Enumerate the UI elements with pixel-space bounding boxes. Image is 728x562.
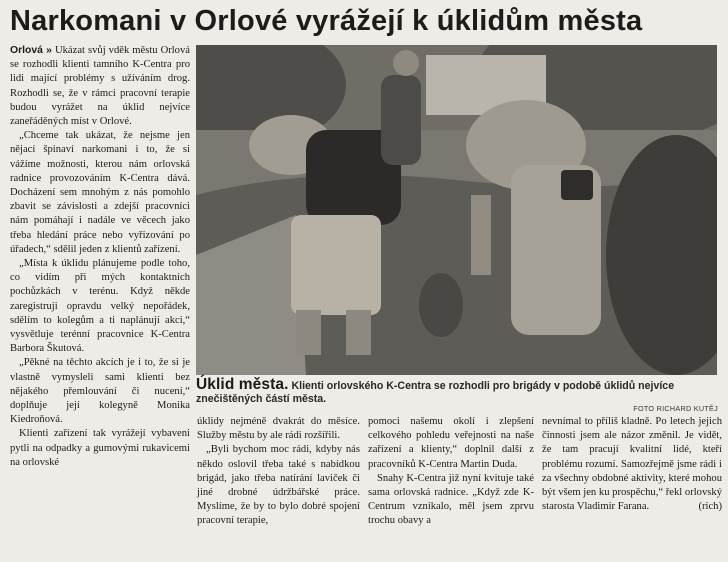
article-column-2 — [197, 415, 360, 529]
paragraph: „Byli bychom moc rádi, kdyby nás někdo oslovil třeba také s nabídkou brigád, jako třeba natírání laviček či jiné drobné údržbářské práce. Myslíme, že by to bylo dobré spojení pracovní terapie, — [197, 444, 360, 527]
paragraph — [542, 415, 722, 514]
paragraph: „Místa k úklidu plánujeme podle toho, co vidím při mých kontaktních pochůzkách v terénu. Když někde zaregistruji opravdu velký nepořádek, sdělím to kolegům a ti naplánují akci,“ vysvětluje terénní pracovnice K-Centra Barbora Škutová. — [10, 258, 190, 355]
lead-place: Orlová » — [10, 45, 52, 56]
author-signature: (rich) — [698, 501, 722, 513]
paragraph: pomoci našemu okolí i zlepšení celkového pohledu veřejnosti na naše zařízení a klienty,“ doplnil další z pracovníků K-Centra Martin Duda. — [368, 416, 534, 470]
paragraph: úklidy nejméně dvakrát do měsíce. Služby městu by ale rádi rozšířili. — [197, 416, 360, 442]
caption-text: Klienti orlovského K-Centra se rozhodli pro brigády v podobě úklidů nejvíce znečištěných částí města. — [196, 380, 675, 405]
paragraph — [10, 44, 190, 129]
article-photo — [196, 45, 717, 375]
article-column-3 — [368, 415, 534, 529]
paragraph: Klienti zařízení tak vyrážejí vybaveni pytli na odpadky a gumovými rukavicemi na orlovské — [10, 428, 190, 468]
paragraph: „Pěkné na těchto akcích je i to, že si je vlastně vymysleli sami klienti bez nějakého přemlouvání či nucení,“ doplňuje její kolegyně Monika Kiedroňová. — [10, 357, 190, 426]
paragraph-text: Ukázat svůj vděk městu Orlová se rozhodli klienti tamního K-Centra pro lidi mající problémy s užíváním drog. Rozhodli se, že v rámci pracovní terapie budou vyrážet na úklid nejvíce zaneřáděných míst v Orlové. — [10, 45, 190, 128]
photo-credit: FOTO RICHARD KUTĚJ — [633, 404, 718, 413]
photo-illustration — [196, 45, 717, 375]
headline: Narkomani v Orlové vyrážejí k úklidům města — [10, 5, 643, 37]
caption-title: Úklid města. — [196, 376, 289, 393]
paragraph: Snahy K-Centra již nyní kvituje také sama orlovská radnice. „Když zde K-Centrum vznikalo, měl jsem zprvu trochu obavy a — [368, 472, 534, 527]
article-column-1 — [10, 44, 190, 470]
article-column-4 — [542, 415, 722, 514]
paragraph: „Chceme tak ukázat, že nejsme jen nějací špinaví narkomani i to, že si vážíme možnosti, kterou nám orlovská radnice provozováním K-Centra dává. Docházení sem mnohým z nás pomohlo zbavit se závislosti a zdejší pracovníci nám pomáhají i nadále ve věcech jako třeba hledání práce nebo vyřizování po úřadech,“ sdělil jeden z klientů zařízení. — [10, 130, 190, 255]
photo-caption — [196, 378, 718, 406]
paragraph-text: nevnímal to příliš kladně. Po letech jejich činnosti jsem ale názor změnil. Je vidět, že tam pracují kvalitní lidé, kteří problému rozumí. Samozřejmě jsme rádi i za všechny obdobné aktivity, které mohou být všem jen ku prospěchu,“ řekl orlovský starosta Vladimír Farana. — [542, 416, 722, 513]
